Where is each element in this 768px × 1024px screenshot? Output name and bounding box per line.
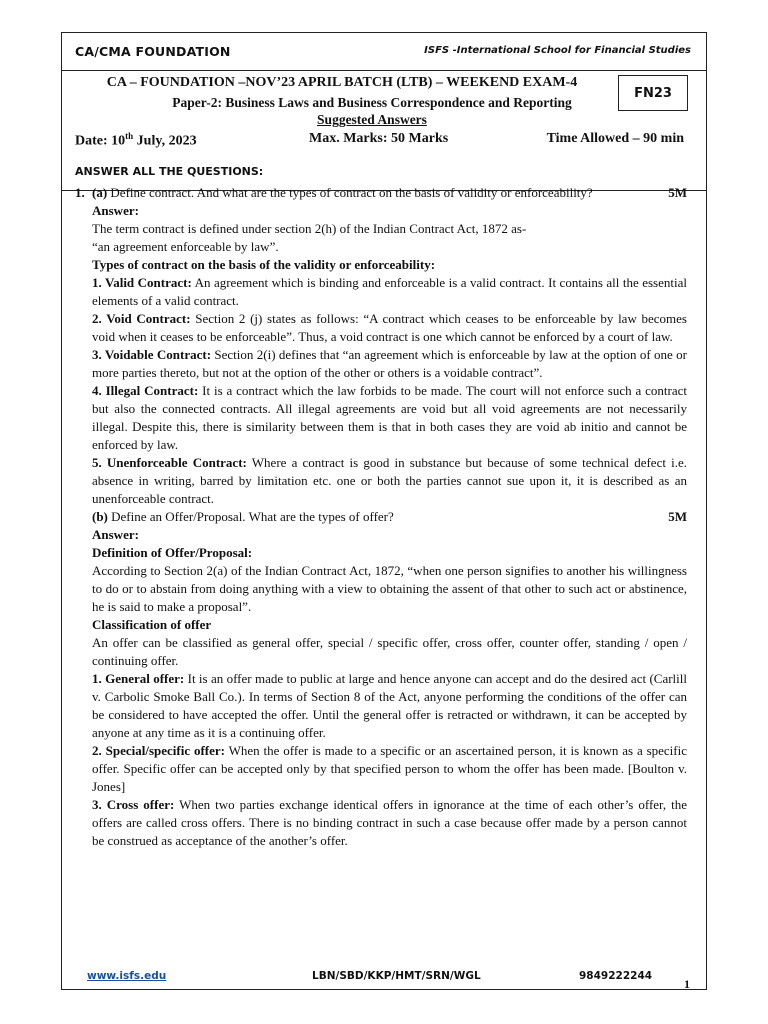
item-text: When two parties exchange identical offers in ignorance at the time of each other’s offer, the offers are called cross offers. There is no binding contract in such a case because offer made by a person cannot be construed as acceptance of the another’s offer. bbox=[92, 797, 687, 848]
date-sup: th bbox=[125, 131, 134, 141]
answer-1b bbox=[75, 526, 687, 850]
item-head: 3. Cross offer: bbox=[92, 797, 175, 812]
answer-label: Answer: bbox=[92, 203, 139, 218]
section-heading: Classification of offer bbox=[92, 617, 212, 632]
list-item bbox=[92, 310, 687, 346]
date-prefix: Date: 10 bbox=[75, 133, 126, 149]
list-item bbox=[92, 274, 687, 310]
paper-title: Paper-2: Business Laws and Business Correspondence and Reporting bbox=[172, 95, 572, 110]
question-1b-text: Define an Offer/Proposal. What are the types of offer? bbox=[107, 509, 394, 524]
part-label-b: (b) bbox=[92, 509, 108, 524]
list-item bbox=[92, 454, 687, 508]
header-left: CA/CMA FOUNDATION bbox=[75, 44, 231, 59]
item-head: 4. Illegal Contract: bbox=[92, 383, 199, 398]
exam-code: FN23 bbox=[634, 85, 672, 101]
instructions: ANSWER ALL THE QUESTIONS: bbox=[75, 165, 264, 178]
answer-1a bbox=[75, 202, 687, 508]
item-head: 3. Voidable Contract: bbox=[92, 347, 212, 362]
list-item bbox=[92, 796, 687, 850]
list-item bbox=[92, 346, 687, 382]
exam-code-box bbox=[618, 75, 688, 111]
question-1b bbox=[75, 508, 687, 526]
question-number: 1. bbox=[75, 185, 85, 200]
paragraph: According to Section 2(a) of the Indian Contract Act, 1872, “when one person signifies to another his willingness to do or to abstain from doing anything with a view to obtaining the assent of that other to such act or abstinence, he is said to make a proposal”. bbox=[92, 563, 687, 614]
item-head: 2. Special/specific offer: bbox=[92, 743, 225, 758]
content bbox=[75, 163, 687, 850]
time-allowed: Time Allowed – 90 min bbox=[546, 131, 684, 146]
question-1a-text: Define contract. And what are the types of contract on the basis of validity or enforceability? bbox=[107, 185, 593, 200]
paragraph: “an agreement enforceable by law”. bbox=[92, 239, 279, 254]
doc-subtitle: Suggested Answers bbox=[317, 112, 427, 127]
max-marks: Max. Marks: 50 Marks bbox=[309, 131, 449, 146]
paragraph: The term contract is defined under section 2(h) of the Indian Contract Act, 1872 as- bbox=[92, 221, 527, 236]
item-text: An agreement which is binding and enforceable is a valid contract. It contains all the essential elements of a valid contract. bbox=[92, 275, 687, 308]
marks-1b: 5M bbox=[668, 509, 687, 524]
item-text: Section 2(i) defines that “an agreement which is enforceable by law at the option of one or more parties thereto, but not at the option of the other or others is a voidable contract”. bbox=[92, 347, 687, 380]
page-header bbox=[62, 33, 706, 71]
answer-label: Answer: bbox=[92, 527, 139, 542]
exam-date bbox=[75, 131, 197, 150]
list-item bbox=[92, 742, 687, 796]
item-head: 5. Unenforceable Contract: bbox=[92, 455, 247, 470]
item-text: Where a contract is good in substance but because of some technical defect i.e. absence in writing, barred by limitation etc. one or both the parties cannot sue upon it, it is described as an unenforceable contract. bbox=[92, 455, 688, 506]
item-head: 2. Void Contract: bbox=[92, 311, 191, 326]
section-heading: Types of contract on the basis of the validity or enforceability: bbox=[92, 257, 436, 272]
item-head: 1. General offer: bbox=[92, 671, 185, 686]
question-1a bbox=[75, 184, 687, 202]
list-item bbox=[92, 670, 687, 742]
branch-codes: LBN/SBD/KKP/HMT/SRN/WGL bbox=[312, 970, 481, 982]
list-item bbox=[92, 382, 687, 454]
section-heading: Definition of Offer/Proposal: bbox=[92, 545, 253, 560]
website-link[interactable]: www.isfs.edu bbox=[87, 970, 167, 982]
exam-title: CA – FOUNDATION –NOV’23 APRIL BATCH (LTB) – WEEKEND EXAM-4 bbox=[106, 75, 578, 90]
phone-number: 9849222244 bbox=[579, 970, 653, 982]
item-text: It is an offer made to public at large and hence anyone can accept and do the desired act (Carlill v. Carbolic Smoke Ball Co.). In terms of Section 8 of the Act, anyone performing the conditions of the offer can be considered to have accepted the offer. Until the general offer is retracted or withdrawn, it can be accepted by anyone at any time as it is a continuing offer. bbox=[92, 671, 687, 740]
marks-1a: 5M bbox=[668, 185, 687, 200]
part-label-a: (a) bbox=[92, 185, 108, 200]
page-number: 1 bbox=[684, 977, 690, 991]
header-right: ISFS -International School for Financial Studies bbox=[424, 45, 691, 56]
item-text: When the offer is made to a specific or an ascertained person, it is known as a specific offer. Specific offer can be accepted only by that specified person to whom the offer has been made. [Boulton v. Jones] bbox=[92, 743, 688, 794]
item-text: Section 2 (j) states as follows: “A contract which ceases to be enforceable by law becomes void when it ceases to be enforceable”. Thus, a void contract is one which cannot be enforced by a court of law. bbox=[92, 311, 687, 344]
paragraph: An offer can be classified as general offer, special / specific offer, cross offer, counter offer, standing / open / continuing offer. bbox=[92, 635, 687, 668]
date-suffix: July, 2023 bbox=[133, 133, 197, 149]
item-head: 1. Valid Contract: bbox=[92, 275, 192, 290]
page-frame bbox=[61, 32, 707, 990]
item-text: It is a contract which the law forbids to be made. The court will not enforce such a contract but also the connected contracts. All illegal agreements are void but all void agreements are not necessarily illegal. Despite this, there is similarity between them is that in both cases they are void ab initio and cannot be enforced by law. bbox=[92, 383, 687, 452]
